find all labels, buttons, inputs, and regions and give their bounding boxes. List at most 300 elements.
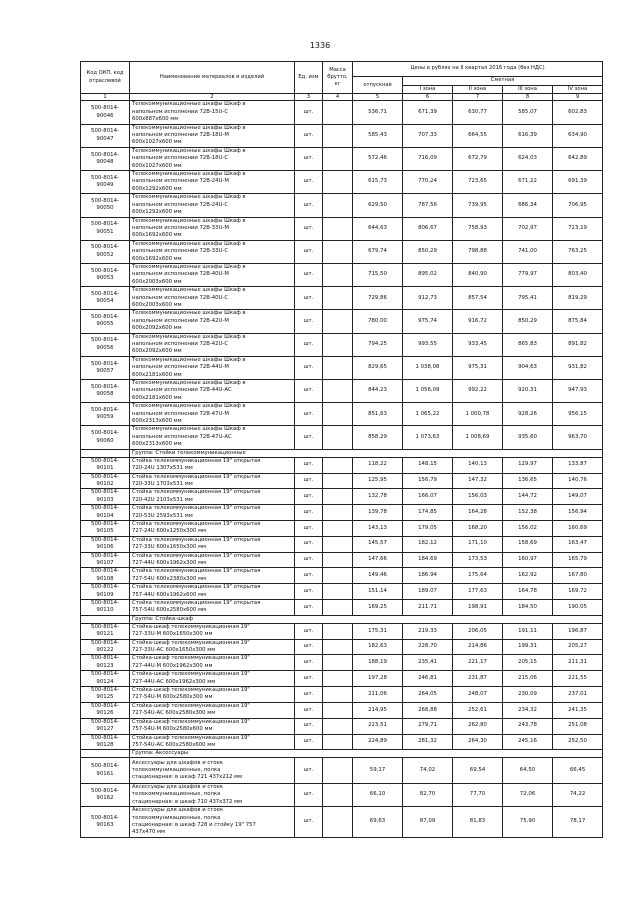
item-mass <box>323 718 353 734</box>
price-zone-2: 262,80 <box>453 718 503 734</box>
price-zone-2: 140,13 <box>453 457 503 473</box>
item-code: 500-8014- 90047 <box>81 124 130 147</box>
price-zone-3: 162,92 <box>503 568 553 584</box>
price-zone-3: 152,38 <box>503 505 553 521</box>
price-zone-3: 245,16 <box>503 734 553 750</box>
price-wholesale: 780,00 <box>353 310 403 333</box>
page-number: 1336 <box>309 41 331 50</box>
price-zone-4: 956,15 <box>553 403 603 426</box>
item-unit: шт. <box>295 568 323 584</box>
group-row <box>81 615 603 623</box>
price-zone-1: 228,70 <box>403 639 453 655</box>
item-unit: шт. <box>295 147 323 170</box>
price-zone-1: 975,74 <box>403 310 453 333</box>
price-zone-2: 147,32 <box>453 473 503 489</box>
item-code: 500-8014- 90058 <box>81 380 130 403</box>
item-mass <box>323 473 353 489</box>
price-zone-2: 164,28 <box>453 505 503 521</box>
price-wholesale: 858,29 <box>353 426 403 449</box>
item-mass <box>323 240 353 263</box>
table-row <box>81 380 603 403</box>
header-name: Наименование материалов и изделий <box>130 62 295 94</box>
price-zone-3: 686,34 <box>503 194 553 217</box>
item-unit: шт. <box>295 403 323 426</box>
price-zone-3: 702,97 <box>503 217 553 240</box>
price-wholesale: 132,78 <box>353 489 403 505</box>
item-unit: шт. <box>295 783 323 806</box>
item-mass <box>323 687 353 703</box>
item-unit: шт. <box>295 171 323 194</box>
price-zone-2: 630,77 <box>453 101 503 124</box>
price-zone-1: 268,88 <box>403 702 453 718</box>
price-zone-1: 1 065,22 <box>403 403 453 426</box>
price-zone-2: 1 000,78 <box>453 403 503 426</box>
price-zone-4: 642,89 <box>553 147 603 170</box>
column-number: 2 <box>130 94 295 101</box>
item-code: 500-8014- 90108 <box>81 568 130 584</box>
price-zone-3: 234,32 <box>503 702 553 718</box>
item-name: Стойка телекоммуникационная 19" открытая 757-54U 600x2580x600 мм <box>130 600 295 616</box>
item-unit: шт. <box>295 718 323 734</box>
item-mass <box>323 734 353 750</box>
item-mass <box>323 505 353 521</box>
item-unit: шт. <box>295 639 323 655</box>
header-prices-title: Цены в рублях на II квартал 2016 года (без НДС) <box>353 62 603 77</box>
item-unit: шт. <box>295 505 323 521</box>
item-name: Телекоммуникационные шкафы Шкаф в напольном исполнении 72В-40U-С 600x2003x600 мм <box>130 287 295 310</box>
header-zone-1: I зона <box>403 86 453 94</box>
price-zone-1: 184,69 <box>403 552 453 568</box>
table-row <box>81 568 603 584</box>
price-zone-2: 175,64 <box>453 568 503 584</box>
item-name: Телекоммуникационные шкафы Шкаф в напольном исполнении 72В-40U-М 600x2003x600 мм <box>130 263 295 286</box>
item-mass <box>323 287 353 310</box>
price-zone-4: 803,40 <box>553 263 603 286</box>
price-zone-3: 144,72 <box>503 489 553 505</box>
price-zone-3: 779,97 <box>503 263 553 286</box>
table-row <box>81 240 603 263</box>
price-zone-2: 916,72 <box>453 310 503 333</box>
price-wholesale: 829,65 <box>353 356 403 379</box>
price-zone-3: 164,78 <box>503 584 553 600</box>
group-code-cell <box>81 750 130 758</box>
item-unit: шт. <box>295 734 323 750</box>
item-name: Стойка-шкаф телекоммуникационная 19" 727-54U-АС 600x2580x300 мм <box>130 702 295 718</box>
item-name: Стойка телекоммуникационная 19" открытая 720-42U 2103x531 мм <box>130 489 295 505</box>
item-mass <box>323 333 353 356</box>
item-code: 500-8014- 90163 <box>81 807 130 838</box>
table-row <box>81 600 603 616</box>
price-zone-2: 933,45 <box>453 333 503 356</box>
price-zone-3: 75,90 <box>503 807 553 838</box>
group-label: Группа: Стойка-шкаф <box>130 615 603 623</box>
item-code: 500-8014- 90046 <box>81 101 130 124</box>
item-name: Телекоммуникационные шкафы Шкаф в напольном исполнении 72В-47U-М 600x2313x600 мм <box>130 403 295 426</box>
price-zone-2: 758,93 <box>453 217 503 240</box>
price-zone-3: 616,39 <box>503 124 553 147</box>
price-zone-4: 875,84 <box>553 310 603 333</box>
price-wholesale: 214,95 <box>353 702 403 718</box>
price-zone-2: 857,54 <box>453 287 503 310</box>
item-mass <box>323 457 353 473</box>
item-mass <box>323 639 353 655</box>
table-row <box>81 217 603 240</box>
header-zone-4: IV зона <box>553 86 603 94</box>
price-zone-1: 707,33 <box>403 124 453 147</box>
price-wholesale: 211,06 <box>353 687 403 703</box>
item-name: Телекоммуникационные шкафы Шкаф в напольном исполнении 72В-33U-М 600x1692x600 мм <box>130 217 295 240</box>
item-code: 500-8014- 90051 <box>81 217 130 240</box>
table-row <box>81 718 603 734</box>
price-zone-1: 246,81 <box>403 671 453 687</box>
price-zone-2: 1 008,69 <box>453 426 503 449</box>
group-row <box>81 750 603 758</box>
price-wholesale: 139,78 <box>353 505 403 521</box>
header-code: Код ОКП, код отраслевой <box>81 62 130 94</box>
table-row <box>81 671 603 687</box>
table-row <box>81 287 603 310</box>
price-zone-1: 671,39 <box>403 101 453 124</box>
price-wholesale: 125,95 <box>353 473 403 489</box>
item-mass <box>323 584 353 600</box>
price-zone-2: 198,91 <box>453 600 503 616</box>
price-zone-3: 199,31 <box>503 639 553 655</box>
table-row <box>81 263 603 286</box>
item-code: 500-8014- 90107 <box>81 552 130 568</box>
table-row <box>81 687 603 703</box>
price-wholesale: 851,63 <box>353 403 403 426</box>
item-name: Стойка телекоммуникационная 19" открытая 727-24U 600x1250x300 мм <box>130 520 295 536</box>
item-code: 500-8014- 90127 <box>81 718 130 734</box>
item-mass <box>323 655 353 671</box>
price-zone-4: 196,87 <box>553 623 603 639</box>
item-mass <box>323 671 353 687</box>
header-mass: Масса брутто, кг <box>323 62 353 94</box>
price-zone-4: 133,87 <box>553 457 603 473</box>
item-code: 500-8014- 90055 <box>81 310 130 333</box>
item-code: 500-8014- 90049 <box>81 171 130 194</box>
price-zone-3: 741,00 <box>503 240 553 263</box>
price-zone-3: 156,02 <box>503 520 553 536</box>
price-zone-1: 912,73 <box>403 287 453 310</box>
price-wholesale: 715,50 <box>353 263 403 286</box>
price-wholesale: 615,73 <box>353 171 403 194</box>
item-unit: шт. <box>295 380 323 403</box>
item-unit: шт. <box>295 333 323 356</box>
item-code: 500-8014- 90101 <box>81 457 130 473</box>
price-wholesale: 224,89 <box>353 734 403 750</box>
price-zone-2: 77,70 <box>453 783 503 806</box>
price-zone-2: 221,17 <box>453 655 503 671</box>
table-row <box>81 171 603 194</box>
price-zone-2: 723,65 <box>453 171 503 194</box>
item-code: 500-8014- 90103 <box>81 489 130 505</box>
price-zone-1: 895,02 <box>403 263 453 286</box>
table-row <box>81 584 603 600</box>
column-number: 6 <box>403 94 453 101</box>
item-unit: шт. <box>295 520 323 536</box>
item-code: 500-8014- 90052 <box>81 240 130 263</box>
item-mass <box>323 263 353 286</box>
price-zone-4: 251,08 <box>553 718 603 734</box>
item-unit: шт. <box>295 671 323 687</box>
price-zone-3: 136,65 <box>503 473 553 489</box>
item-unit: шт. <box>295 655 323 671</box>
item-code: 500-8014- 90123 <box>81 655 130 671</box>
price-zone-1: 716,09 <box>403 147 453 170</box>
item-name: Телекоммуникационные шкафы Шкаф в напольном исполнении 72В-33U-С 600x1692x600 мм <box>130 240 295 263</box>
table-row <box>81 473 603 489</box>
item-name: Телекоммуникационные шкафы Шкаф в напольном исполнении 72В-42U-С 600x2092x600 мм <box>130 333 295 356</box>
table-row <box>81 807 603 838</box>
price-zone-1: 211,71 <box>403 600 453 616</box>
price-zone-4: 602,83 <box>553 101 603 124</box>
table-row <box>81 356 603 379</box>
price-zone-1: 1 073,63 <box>403 426 453 449</box>
item-mass <box>323 310 353 333</box>
price-zone-4: 237,01 <box>553 687 603 703</box>
item-code: 500-8014- 90121 <box>81 623 130 639</box>
price-zone-1: 182,12 <box>403 536 453 552</box>
header-estimated: Сметная <box>403 77 603 86</box>
item-unit: шт. <box>295 623 323 639</box>
price-zone-1: 174,85 <box>403 505 453 521</box>
price-zone-1: 806,67 <box>403 217 453 240</box>
price-zone-2: 231,87 <box>453 671 503 687</box>
table-row <box>81 702 603 718</box>
price-zone-4: 634,90 <box>553 124 603 147</box>
item-name: Аксессуары для шкафов и стоек телекоммуникационных, полка стационарная: в шкаф 728 и стойку 19" 757 437x470 мм <box>130 807 295 838</box>
item-unit: шт. <box>295 124 323 147</box>
item-unit: шт. <box>295 600 323 616</box>
price-zone-4: 891,82 <box>553 333 603 356</box>
item-name: Телекоммуникационные шкафы Шкаф в напольном исполнении 72В-44U-АС 600x2181x600 мм <box>130 380 295 403</box>
item-code: 500-8014- 90124 <box>81 671 130 687</box>
price-zone-4: 221,55 <box>553 671 603 687</box>
price-zone-1: 993,55 <box>403 333 453 356</box>
price-zone-1: 1 056,09 <box>403 380 453 403</box>
price-wholesale: 536,71 <box>353 101 403 124</box>
price-wholesale: 147,66 <box>353 552 403 568</box>
item-mass <box>323 702 353 718</box>
price-zone-3: 205,15 <box>503 655 553 671</box>
price-zone-2: 264,30 <box>453 734 503 750</box>
table-row <box>81 147 603 170</box>
price-wholesale: 151,14 <box>353 584 403 600</box>
price-zone-1: 787,56 <box>403 194 453 217</box>
item-mass <box>323 380 353 403</box>
item-mass <box>323 623 353 639</box>
price-zone-1: 156,79 <box>403 473 453 489</box>
item-mass <box>323 520 353 536</box>
item-name: Стойка-шкаф телекоммуникационная 19" 727-54U-М 600x2580x300 мм <box>130 687 295 703</box>
item-name: Телекоммуникационные шкафы Шкаф в напольном исполнении 72В-24U-М 600x1292x600 мм <box>130 171 295 194</box>
column-number: 9 <box>553 94 603 101</box>
item-unit: шт. <box>295 217 323 240</box>
table-body <box>81 101 603 837</box>
item-code: 500-8014- 90122 <box>81 639 130 655</box>
price-zone-2: 739,95 <box>453 194 503 217</box>
item-mass <box>323 552 353 568</box>
table-row <box>81 403 603 426</box>
item-code: 500-8014- 90104 <box>81 505 130 521</box>
price-zone-3: 920,31 <box>503 380 553 403</box>
price-wholesale: 644,63 <box>353 217 403 240</box>
price-zone-3: 215,06 <box>503 671 553 687</box>
item-code: 500-8014- 90050 <box>81 194 130 217</box>
price-zone-4: 66,45 <box>553 758 603 784</box>
price-zone-3: 64,50 <box>503 758 553 784</box>
table-row <box>81 426 603 449</box>
price-wholesale: 66,10 <box>353 783 403 806</box>
price-zone-3: 624,03 <box>503 147 553 170</box>
price-zone-4: 165,79 <box>553 552 603 568</box>
price-wholesale: 629,50 <box>353 194 403 217</box>
price-zone-2: 252,61 <box>453 702 503 718</box>
price-zone-1: 186,94 <box>403 568 453 584</box>
item-unit: шт. <box>295 552 323 568</box>
price-zone-3: 935,60 <box>503 426 553 449</box>
price-zone-3: 865,83 <box>503 333 553 356</box>
table-row <box>81 101 603 124</box>
item-unit: шт. <box>295 240 323 263</box>
price-zone-4: 205,27 <box>553 639 603 655</box>
item-code: 500-8014- 90162 <box>81 783 130 806</box>
item-name: Стойка-шкаф телекоммуникационная 19" 757-54U-М 600x2580x600 мм <box>130 718 295 734</box>
price-wholesale: 175,31 <box>353 623 403 639</box>
item-mass <box>323 426 353 449</box>
item-name: Телекоммуникационные шкафы Шкаф в напольном исполнении 72В-18U-М 600x1027x600 мм <box>130 124 295 147</box>
price-zone-3: 160,97 <box>503 552 553 568</box>
item-mass <box>323 489 353 505</box>
price-zone-2: 156,03 <box>453 489 503 505</box>
item-name: Стойка-шкаф телекоммуникационная 19" 727-44U-АС 600x1962x300 мм <box>130 671 295 687</box>
item-unit: шт. <box>295 807 323 838</box>
item-unit: шт. <box>295 702 323 718</box>
item-unit: шт. <box>295 687 323 703</box>
price-zone-3: 184,50 <box>503 600 553 616</box>
item-name: Стойка телекоммуникационная 19" открытая 720-24U 1307x531 мм <box>130 457 295 473</box>
item-code: 500-8014- 90102 <box>81 473 130 489</box>
price-wholesale: 572,46 <box>353 147 403 170</box>
header-zone-2: II зона <box>453 86 503 94</box>
column-number: 7 <box>453 94 503 101</box>
group-label: Группа: Стойки телекоммуникационные <box>130 449 603 457</box>
item-mass <box>323 403 353 426</box>
price-zone-1: 1 038,08 <box>403 356 453 379</box>
price-zone-2: 672,79 <box>453 147 503 170</box>
price-zone-2: 840,90 <box>453 263 503 286</box>
group-row <box>81 449 603 457</box>
table-row <box>81 639 603 655</box>
item-name: Стойка телекоммуникационная 19" открытая 727-54U 600x2380x300 мм <box>130 568 295 584</box>
price-zone-4: 149,07 <box>553 489 603 505</box>
table-row <box>81 457 603 473</box>
price-zone-4: 160,69 <box>553 520 603 536</box>
item-code: 500-8014- 90106 <box>81 536 130 552</box>
price-zone-1: 281,32 <box>403 734 453 750</box>
price-zone-4: 156,94 <box>553 505 603 521</box>
item-mass <box>323 217 353 240</box>
table-row <box>81 310 603 333</box>
price-zone-3: 243,78 <box>503 718 553 734</box>
item-code: 500-8014- 90059 <box>81 403 130 426</box>
table-row <box>81 552 603 568</box>
price-zone-3: 230,09 <box>503 687 553 703</box>
table-row <box>81 505 603 521</box>
price-wholesale: 679,74 <box>353 240 403 263</box>
column-number: 3 <box>295 94 323 101</box>
price-zone-4: 706,95 <box>553 194 603 217</box>
price-zone-4: 169,72 <box>553 584 603 600</box>
price-zone-1: 850,29 <box>403 240 453 263</box>
price-zone-2: 664,55 <box>453 124 503 147</box>
price-zone-3: 850,29 <box>503 310 553 333</box>
price-zone-3: 928,26 <box>503 403 553 426</box>
column-number: 4 <box>323 94 353 101</box>
price-wholesale: 197,28 <box>353 671 403 687</box>
price-wholesale: 188,19 <box>353 655 403 671</box>
price-table <box>80 61 603 838</box>
price-zone-4: 167,80 <box>553 568 603 584</box>
item-unit: шт. <box>295 263 323 286</box>
item-unit: шт. <box>295 457 323 473</box>
price-wholesale: 59,17 <box>353 758 403 784</box>
item-unit: шт. <box>295 536 323 552</box>
price-zone-1: 74,02 <box>403 758 453 784</box>
price-zone-3: 585,07 <box>503 101 553 124</box>
price-zone-2: 214,86 <box>453 639 503 655</box>
item-mass <box>323 568 353 584</box>
item-unit: шт. <box>295 473 323 489</box>
item-name: Стойка телекоммуникационная 19" открытая 727-33U 600x1650x300 мм <box>130 536 295 552</box>
item-mass <box>323 171 353 194</box>
item-code: 500-8014- 90125 <box>81 687 130 703</box>
item-code: 500-8014- 90109 <box>81 584 130 600</box>
price-zone-2: 81,83 <box>453 807 503 838</box>
price-zone-4: 190,05 <box>553 600 603 616</box>
price-wholesale: 585,43 <box>353 124 403 147</box>
item-mass <box>323 356 353 379</box>
price-zone-4: 252,50 <box>553 734 603 750</box>
item-name: Телекоммуникационные шкафы Шкаф в напольном исполнении 72В-15U-С 600x887x600 мм <box>130 101 295 124</box>
item-name: Стойка телекоммуникационная 19" открытая 720-33U 1703x531 мм <box>130 473 295 489</box>
price-zone-1: 179,05 <box>403 520 453 536</box>
price-wholesale: 844,23 <box>353 380 403 403</box>
price-zone-2: 171,10 <box>453 536 503 552</box>
price-wholesale: 145,57 <box>353 536 403 552</box>
price-zone-3: 158,69 <box>503 536 553 552</box>
item-unit: шт. <box>295 758 323 784</box>
item-unit: шт. <box>295 310 323 333</box>
header-zone-3: III зона <box>503 86 553 94</box>
table-row <box>81 333 603 356</box>
item-name: Стойка телекоммуникационная 19" открытая 720-53U 2593x531 мм <box>130 505 295 521</box>
price-zone-4: 691,39 <box>553 171 603 194</box>
column-numbers-row <box>81 94 603 101</box>
price-zone-2: 248,07 <box>453 687 503 703</box>
price-zone-4: 78,17 <box>553 807 603 838</box>
price-zone-1: 770,24 <box>403 171 453 194</box>
item-name: Телекоммуникационные шкафы Шкаф в напольном исполнении 72В-44U-М 600x2181x600 мм <box>130 356 295 379</box>
price-zone-3: 671,22 <box>503 171 553 194</box>
price-zone-4: 163,47 <box>553 536 603 552</box>
price-zone-3: 129,97 <box>503 457 553 473</box>
price-zone-1: 235,41 <box>403 655 453 671</box>
item-name: Аксессуары для шкафов и стоек телекоммуникационных, полка стационарная: в шкаф 721 437x212 мм <box>130 758 295 784</box>
item-name: Аксессуары для шкафов и стоек телекоммуникационных, полка стационарная: в шкаф 710 437x372 мм <box>130 783 295 806</box>
item-mass <box>323 783 353 806</box>
